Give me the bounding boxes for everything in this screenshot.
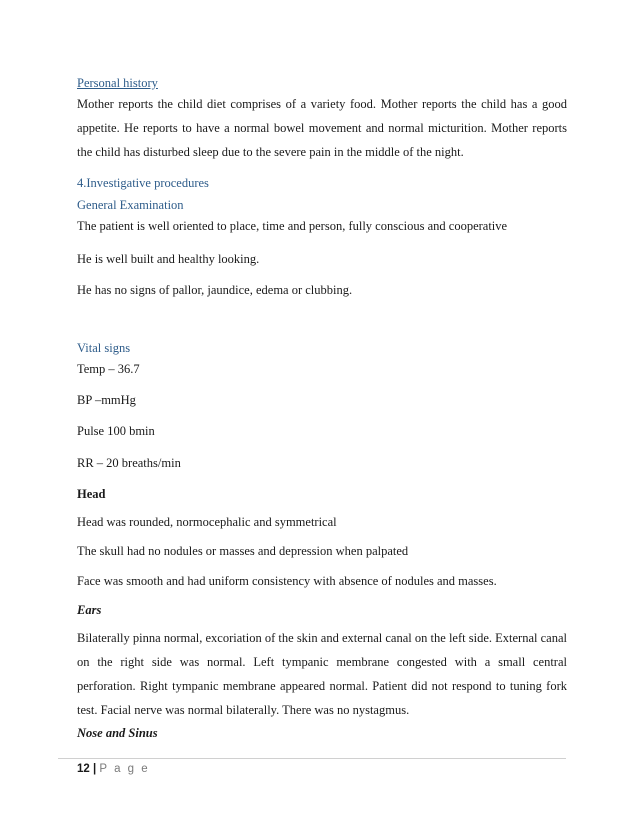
- personal-history-heading: Personal history: [77, 76, 158, 90]
- vital-sign-pulse: Pulse 100 bmin: [77, 424, 155, 438]
- vital-sign-rr: RR – 20 breaths/min: [77, 456, 181, 470]
- page-footer: [77, 762, 150, 776]
- general-exam-line-1: The patient is well oriented to place, time and person, fully conscious and cooperative: [77, 219, 508, 233]
- general-examination-heading: General Examination: [77, 198, 184, 212]
- footer-divider: [58, 758, 566, 759]
- ears-paragraph: Bilaterally pinna normal, excoriation of the skin and external canal on the left side. External canal on the right side was normal. Left tympanic membrane congested with a small central perforation. Right tympanic membrane appeared normal. Patient did not respond to tuning fork test. Facial nerve was normal bilaterally. There was no nystagmus.: [77, 631, 567, 717]
- page-number: 12: [77, 763, 90, 775]
- investigative-procedures-heading: 4.Investigative procedures: [77, 176, 209, 190]
- nose-sinus-heading: Nose and Sinus: [77, 726, 158, 740]
- head-line-3: Face was smooth and had uniform consistency with absence of nodules and masses.: [77, 574, 497, 588]
- head-heading: Head: [77, 487, 106, 501]
- general-exam-line-3: He has no signs of pallor, jaundice, edema or clubbing.: [77, 283, 353, 297]
- vital-signs-heading: Vital signs: [77, 341, 131, 355]
- head-line-2: The skull had no nodules or masses and depression when palpated: [77, 544, 409, 558]
- head-line-1: Head was rounded, normocephalic and symmetrical: [77, 515, 337, 529]
- vital-sign-temp: Temp – 36.7: [77, 362, 140, 376]
- page-label: P a g e: [99, 763, 150, 775]
- footer-separator: |: [93, 763, 97, 775]
- general-exam-line-2: He is well built and healthy looking.: [77, 252, 260, 266]
- ears-heading: Ears: [77, 603, 102, 617]
- vital-sign-bp: BP –mmHg: [77, 393, 136, 407]
- personal-history-paragraph: Mother reports the child diet comprises of a variety food. Mother reports the child has a good appetite. He reports to have a normal bowel movement and normal micturition. Mother reports the child has disturbed sleep due to the severe pain in the middle of the night.: [77, 97, 567, 159]
